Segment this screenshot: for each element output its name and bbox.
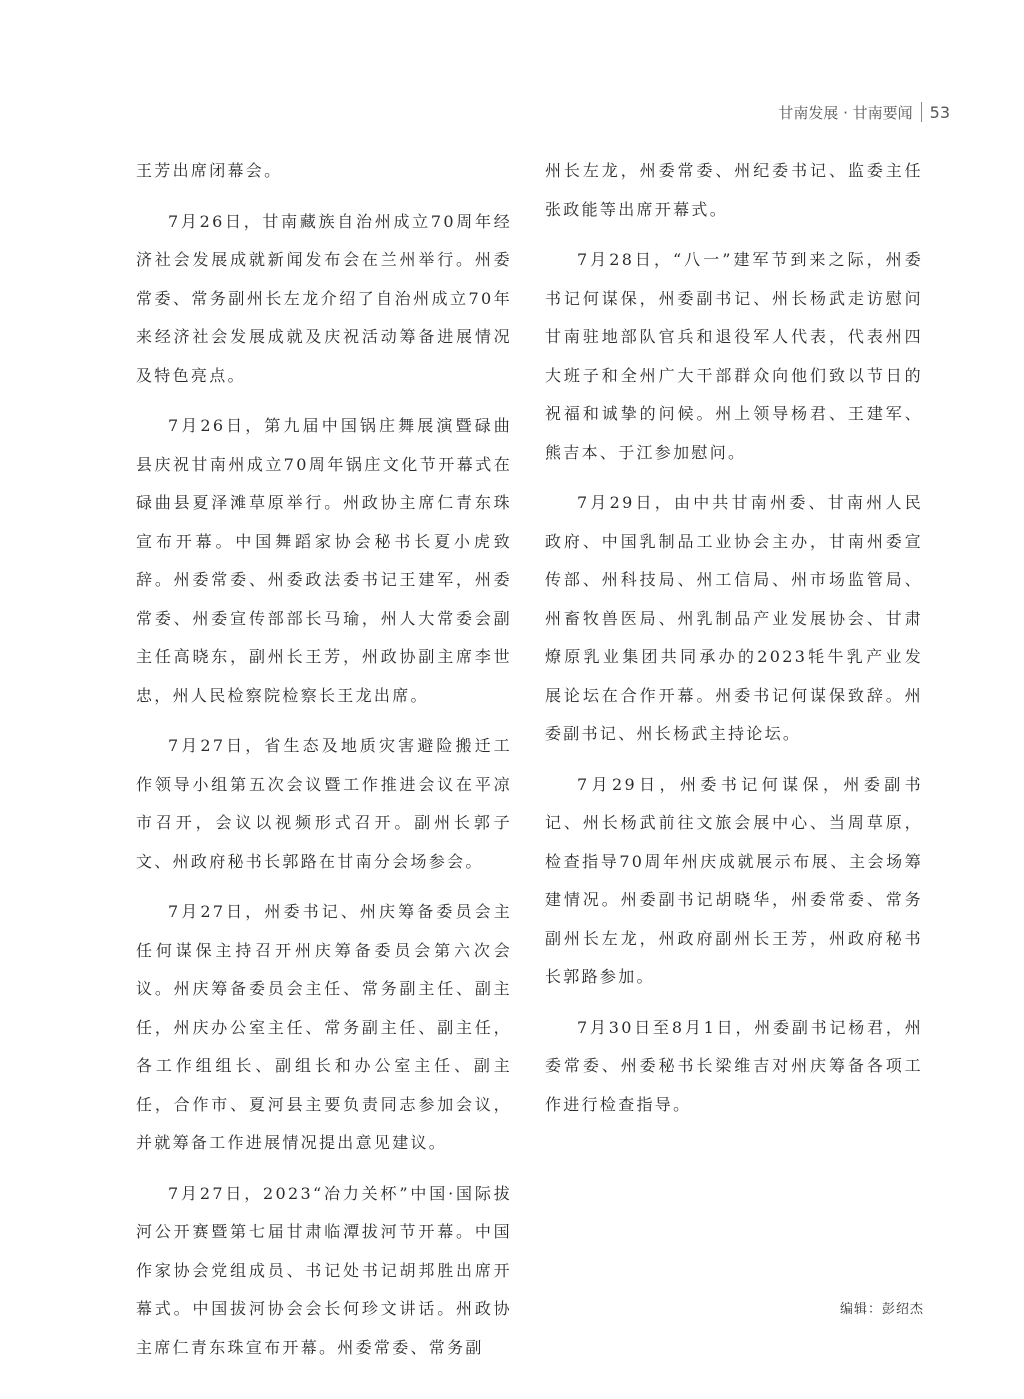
paragraph: 7月29日，州委书记何谋保，州委副书记、州长杨武前往文旅会展中心、当周草原，检查指导70周年州庆成就展示布展、主会场筹建情况。州委副书记胡晓华，州委常委、常务副州长左龙，州政府副州长王芳，州政府秘书长郭路参加。 (545, 774, 923, 986)
paragraph: 7月27日，州委书记、州庆筹备委员会主任何谋保主持召开州庆筹备委员会第六次会议。州庆筹备委员会主任、常务副主任、副主任，州庆办公室主任、常务副主任、副主任，各工作组组长、副组长和办公室主任、副主任，合作市、夏河县主要负责同志参加会议，并就筹备工作进展情况提出意见建议。 (136, 902, 512, 1152)
running-header (778, 99, 950, 125)
paragraph: 7月28日，“八一”建军节到来之际，州委书记何谋保，州委副书记、州长杨武走访慰问甘南驻地部队官兵和退役军人代表，代表州四大班子和全州广大干部群众向他们致以节日的祝福和诚挚的问候。州上领导杨君、王建军、熊吉本、于江参加慰问。 (545, 250, 923, 462)
paragraph: 7月27日，2023“冶力关杯”中国·国际拔河公开赛暨第七届甘肃临潭拔河节开幕。中国作家协会党组成员、书记处书记胡邦胜出席开幕式。中国拔河协会会长何珍文讲话。州政协主席仁青东珠宣布开幕。州委常委、常务副 (136, 1183, 512, 1357)
paragraph: 7月26日，甘南藏族自治州成立70周年经济社会发展成就新闻发布会在兰州举行。州委常委、常务副州长左龙介绍了自治州成立70年来经济社会发展成就及庆祝活动筹备进展情况及特色亮点。 (136, 211, 512, 385)
left-column (136, 152, 512, 1379)
header-divider (921, 102, 922, 122)
paragraph: 7月29日，由中共甘南州委、甘南州人民政府、中国乳制品工业协会主办，甘南州委宣传部、州科技局、州工信局、州市场监管局、州畜牧兽医局、州乳制品产业发展协会、甘肃燎原乳业集团共同承办的2023牦牛乳产业发展论坛在合作开幕。州委书记何谋保致辞。州委副书记、州长杨武主持论坛。 (545, 493, 923, 743)
section-title: 甘南发展 · 甘南要闻 (778, 103, 913, 122)
paragraph: 7月30日至8月1日，州委副书记杨君，州委常委、州委秘书长梁维吉对州庆筹备各项工作进行检查指导。 (545, 1017, 923, 1114)
right-column (545, 152, 923, 1136)
paragraph: 7月26日，第九届中国锅庄舞展演暨碌曲县庆祝甘南州成立70周年锅庄文化节开幕式在碌曲县夏泽滩草原举行。州政协主席仁青东珠宣布开幕。中国舞蹈家协会秘书长夏小虎致辞。州委常委、州委政法委书记王建军，州委常委、州委宣传部部长马瑜，州人大常委会副主任高晓东，副州长王芳，州政协副主席李世忠，州人民检察院检察长王龙出席。 (136, 416, 512, 705)
paragraph: 王芳出席闭幕会。 (136, 161, 283, 180)
page-number: 53 (929, 102, 950, 122)
paragraph: 州长左龙，州委常委、州纪委书记、监委主任张政能等出席开幕式。 (545, 161, 923, 219)
paragraph: 7月27日，省生态及地质灾害避险搬迁工作领导小组第五次会议暨工作推进会议在平凉市召开，会议以视频形式召开。副州长郭子文、州政府秘书长郭路在甘南分会场参会。 (136, 736, 512, 871)
editor-credit: 编辑：彭绍杰 (839, 1302, 924, 1317)
